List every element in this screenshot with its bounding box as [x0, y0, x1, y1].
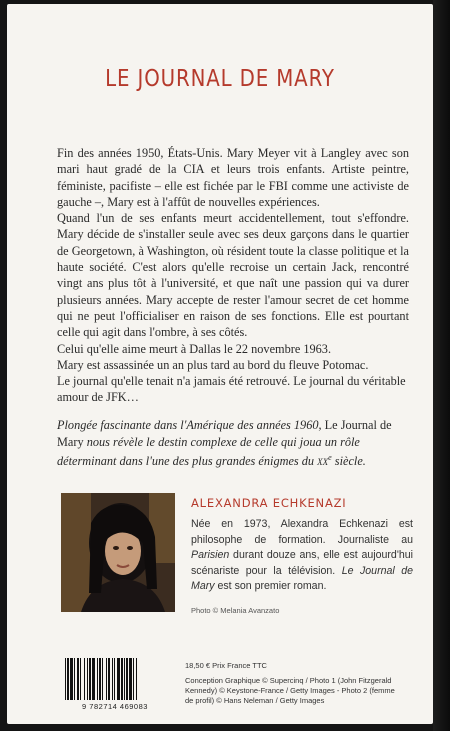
tagline-century: xx — [317, 454, 329, 469]
tagline-book-title: Le Journal de Mary — [57, 418, 392, 449]
tagline-part: nous révèle le destin complexe de celle qui joua un rôle déterminant dans l'une des plus grandes énigmes du — [57, 434, 360, 469]
photo-credit: Photo © Melania Avanzato — [191, 606, 280, 615]
design-credits: Conception Graphique © Supercinq / Photo 1 (John Fitzgerald Kennedy) © Keystone-France / Getty Images - Photo 2 (femme de profil) © Hans Neleman / Getty Images — [185, 676, 395, 705]
isbn-number: 9 782714 469083 — [82, 702, 148, 711]
tagline-part: Plongée fascinante dans l'Amérique des années 1960, — [57, 418, 325, 432]
bio-part: durant douze ans, elle est aujourd'hui scénariste pour la télévision. — [191, 549, 413, 577]
author-portrait-image — [61, 493, 175, 612]
price: 18,50 € Prix France TTC — [185, 661, 267, 670]
author-bio — [191, 517, 413, 595]
tagline-century-suffix: e — [328, 453, 332, 462]
tagline — [57, 417, 409, 470]
book-title: LE JOURNAL DE MARY — [105, 66, 335, 92]
bio-book-title: Le Journal de Mary — [191, 564, 413, 593]
barcode-icon — [63, 658, 167, 700]
bio-newspaper: Parisien — [191, 549, 230, 562]
bio-part: Née en 1973, Alexandra Echkenazi est philosophe de formation. Journaliste au — [191, 518, 413, 546]
author-photo — [61, 493, 175, 612]
blurb-paragraph: Mary est assassinée un an plus tard au bord du fleuve Potomac. — [57, 357, 369, 372]
blurb-paragraph: Celui qu'elle aime meurt à Dallas le 22 novembre 1963. — [57, 341, 332, 356]
bio-paragraph — [191, 517, 413, 595]
back-cover — [7, 4, 433, 724]
blurb-paragraph: Quand l'un de ses enfants meurt accidentellement, tout s'effondre. Mary décide de s'installer seule avec ses deux garçons dans le quartier de Georgetown, à Washington, où résident toute la classe politique et la haute société. C'est alors qu'elle recroise un certain Jack, rencontré vingt ans plus tôt à l'université, et que naît une passion qui va durer plusieurs années. Mary accepte de rester l'amour secret de cet homme qui ne peut l'officialiser en raison de ses fonctions. Elle est pourtant celle qui agit dans l'ombre, à ses côtés. — [57, 211, 409, 340]
author-name: ALEXANDRA ECHKENAZI — [191, 496, 347, 510]
blurb-paragraph: Fin des années 1950, États-Unis. Mary Meyer vit à Langley avec son mari haut gradé de la CIA et leurs trois enfants. Artiste peintre, féministe, pacifiste – elle est fichée par le FBI comme une activiste de gauche –, Mary est à l'affût de nouvelles expériences. — [57, 146, 409, 209]
book-spine-edge — [433, 0, 450, 731]
tagline-part: siècle. — [331, 454, 366, 469]
blurb-text — [57, 145, 409, 406]
blurb-paragraph: Le journal qu'elle tenait n'a jamais été retrouvé. Le journal du véritable amour de JFK… — [57, 374, 406, 405]
bio-part: est son premier roman. — [214, 580, 327, 593]
